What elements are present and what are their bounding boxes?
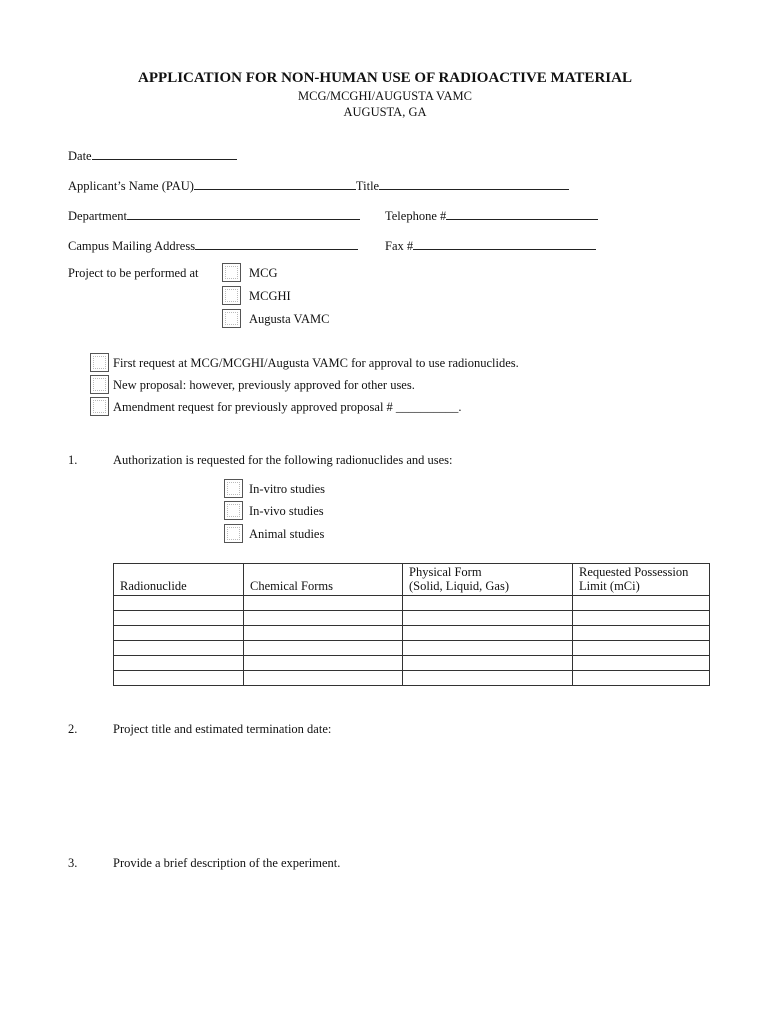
in-vivo-label: In-vivo studies	[249, 504, 324, 518]
section-1-number: 1.	[68, 453, 78, 467]
header-chemical-forms: Chemical Forms	[244, 564, 403, 596]
in-vitro-checkbox[interactable]	[224, 479, 243, 498]
fax-line	[413, 237, 596, 250]
table-cell[interactable]	[244, 656, 403, 671]
table-cell[interactable]	[403, 671, 573, 686]
section-2-text: Project title and estimated termination date:	[113, 722, 332, 736]
section-1-text: Authorization is requested for the following radionuclides and uses:	[113, 453, 453, 467]
table-cell[interactable]	[573, 641, 710, 656]
table-cell[interactable]	[403, 626, 573, 641]
table-cell[interactable]	[573, 596, 710, 611]
title-line	[379, 177, 569, 190]
telephone-label: Telephone #	[385, 209, 447, 223]
in-vitro-label: In-vitro studies	[249, 482, 326, 496]
department-field[interactable]	[68, 207, 360, 224]
location-augusta-vamc-checkbox[interactable]	[222, 309, 241, 328]
fax-field[interactable]	[385, 237, 596, 254]
table-cell[interactable]	[403, 656, 573, 671]
campus-mailing-field[interactable]	[68, 237, 358, 254]
section-2-number: 2.	[68, 722, 78, 736]
date-field[interactable]	[68, 147, 237, 164]
applicant-name-field[interactable]	[68, 177, 569, 194]
telephone-line	[446, 207, 598, 220]
form-subtitle-location: AUGUSTA, GA	[343, 105, 427, 119]
table-cell[interactable]	[403, 596, 573, 611]
table-cell[interactable]	[244, 596, 403, 611]
table-header-row	[114, 564, 710, 596]
department-line	[127, 207, 360, 220]
form-title: APPLICATION FOR NON-HUMAN USE OF RADIOACTIVE MATERIAL	[138, 70, 632, 86]
table-cell[interactable]	[244, 671, 403, 686]
amendment-request-label: Amendment request for previously approved proposal # __________.	[113, 400, 462, 414]
section-3-number: 3.	[68, 856, 78, 870]
location-mcghi-label: MCGHI	[249, 289, 291, 303]
table-cell[interactable]	[244, 641, 403, 656]
table-cell[interactable]	[244, 626, 403, 641]
location-mcg-label: MCG	[249, 266, 278, 280]
header-radionuclide: Radionuclide	[114, 564, 244, 596]
table-cell[interactable]	[573, 611, 710, 626]
table-cell[interactable]	[114, 656, 244, 671]
table-cell[interactable]	[403, 641, 573, 656]
table-row	[114, 611, 710, 626]
section-3-text: Provide a brief description of the experiment.	[113, 856, 341, 870]
form-subtitle-institutions: MCG/MCGHI/AUGUSTA VAMC	[298, 89, 472, 103]
table-row	[114, 671, 710, 686]
table-cell[interactable]	[114, 671, 244, 686]
campus-mailing-line	[195, 237, 358, 250]
date-line	[92, 147, 237, 160]
header-physical-form: Physical Form (Solid, Liquid, Gas)	[403, 564, 573, 596]
telephone-field[interactable]	[385, 207, 598, 224]
table-cell[interactable]	[403, 611, 573, 626]
location-augusta-vamc-label: Augusta VAMC	[249, 312, 330, 326]
radionuclide-table	[113, 563, 710, 686]
amendment-request-checkbox[interactable]	[90, 397, 109, 416]
title-label: Title	[355, 179, 380, 193]
first-request-label: First request at MCG/MCGHI/Augusta VAMC for approval to use radionuclides.	[113, 356, 519, 370]
location-mcghi-checkbox[interactable]	[222, 286, 241, 305]
table-cell[interactable]	[114, 626, 244, 641]
table-cell[interactable]	[114, 596, 244, 611]
new-proposal-label: New proposal: however, previously approved for other uses.	[113, 378, 415, 392]
table-cell[interactable]	[573, 626, 710, 641]
location-mcg-checkbox[interactable]	[222, 263, 241, 282]
table-cell[interactable]	[114, 641, 244, 656]
in-vivo-checkbox[interactable]	[224, 501, 243, 520]
table-cell[interactable]	[573, 656, 710, 671]
header-possession-limit: Requested Possession Limit (mCi)	[573, 564, 710, 596]
applicant-name-line	[194, 177, 356, 190]
table-row	[114, 626, 710, 641]
campus-mailing-label: Campus Mailing Address	[68, 239, 196, 253]
table-cell[interactable]	[573, 671, 710, 686]
first-request-checkbox[interactable]	[90, 353, 109, 372]
fax-label: Fax #	[385, 239, 414, 253]
animal-studies-checkbox[interactable]	[224, 524, 243, 543]
applicant-name-label: Applicant’s Name (PAU)	[68, 179, 194, 193]
project-location-label: Project to be performed at	[68, 266, 199, 280]
animal-studies-label: Animal studies	[249, 527, 325, 541]
date-label: Date	[68, 149, 92, 163]
table-row	[114, 596, 710, 611]
table-cell[interactable]	[114, 611, 244, 626]
department-label: Department	[68, 209, 128, 223]
table-row	[114, 656, 710, 671]
new-proposal-checkbox[interactable]	[90, 375, 109, 394]
table-row	[114, 641, 710, 656]
table-cell[interactable]	[244, 611, 403, 626]
